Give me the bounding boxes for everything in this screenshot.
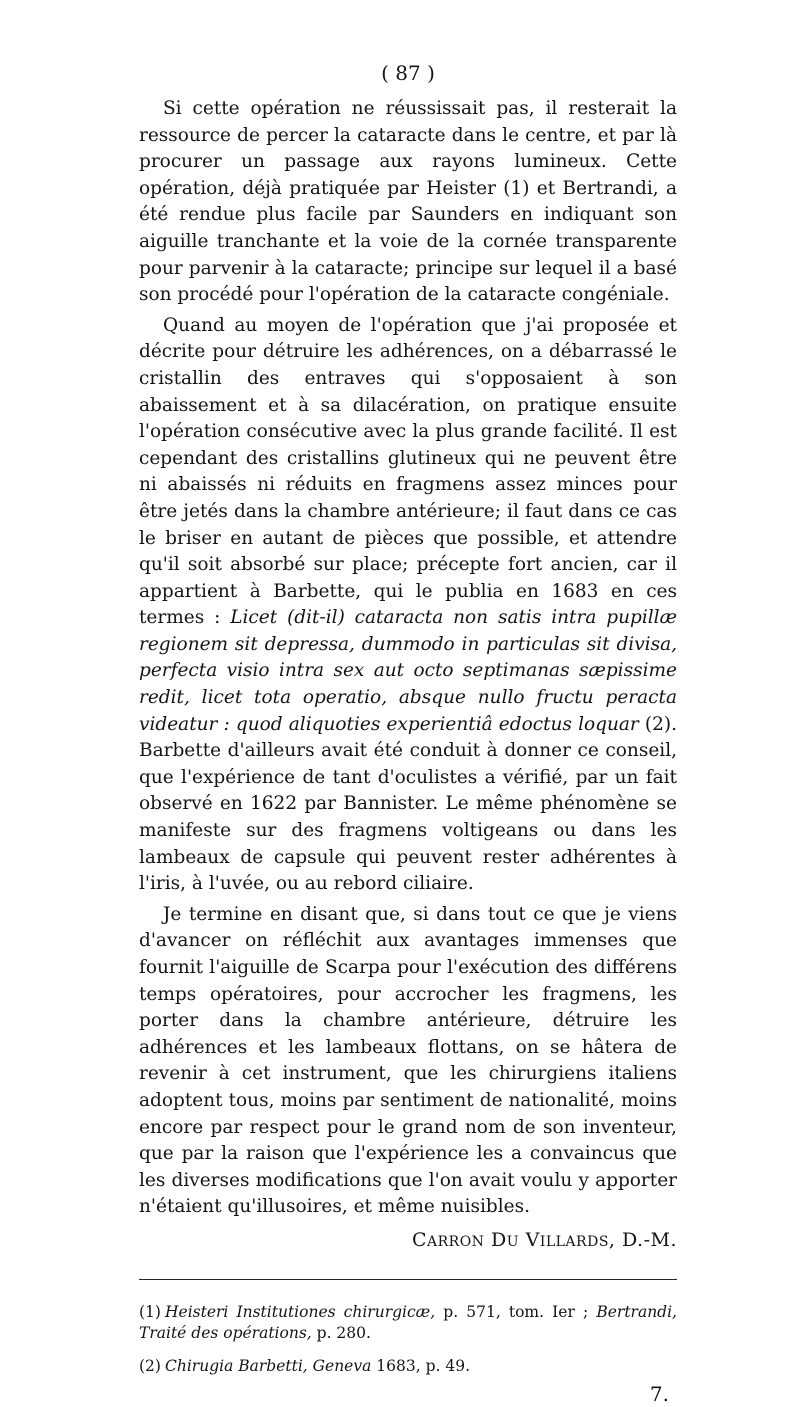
sig-small-3: ILLARDS bbox=[539, 1233, 609, 1250]
paragraph-3: Je termine en disant que, si dans tout ce que je viens d'avancer on réfléchit aux avantages immenses que fournit l'aiguille de Scarpa pour l'exécution des différens temps opératoires, pour accrocher les fragmens, les porter dans la chambre antérieure, détruire les adhérences et les lambeaux flottans, on se hâtera de revenir à cet instrument, que les chirurgiens italiens adoptent tous, moins par sentiment de nationalité, moins encore par respect pour le grand nom de son inventeur, que par la raison que l'expérience les a convaincus que les diverses modifications que l'on avait voulu y apporter n'étaient qu'illusoires, et même nuisibles. bbox=[139, 903, 677, 1218]
footnote-1 bbox=[139, 1302, 677, 1344]
sig-small-2: U bbox=[506, 1233, 520, 1250]
sig-small-1: ARRON bbox=[427, 1233, 485, 1250]
footnote-2-ref: 1683, p. 49. bbox=[371, 1356, 471, 1375]
paragraph-2 bbox=[139, 313, 677, 898]
footnote-1-number: (1) bbox=[139, 1302, 161, 1321]
footnote-1-ref-a: p. 571, tom. Ier ; bbox=[435, 1302, 597, 1321]
sig-suffix: , D.-M. bbox=[608, 1228, 677, 1251]
footnote-1-ref-b: p. 280. bbox=[311, 1323, 371, 1342]
footnote-1-title-a: Heisteri Institutiones chirurgicæ, bbox=[165, 1302, 436, 1321]
signature-mark: 7. bbox=[649, 1381, 669, 1406]
sig-cap-2: D bbox=[490, 1228, 507, 1251]
author-signature bbox=[139, 1225, 677, 1257]
footnote-2-title: Chirugia Barbetti, Geneva bbox=[165, 1356, 372, 1375]
latin-quotation: Licet (dit-il) cataracta non satis intra pupillæ regionem sit depressa, dummodo in particulas sit divisa, perfecta visio intra sex aut octo septimanas sæpissime redit, licet tota operatio, absque nullo fructu peracta videatur : quod aliquoties experientiâ edoctus loquar bbox=[139, 607, 677, 735]
footnote-divider bbox=[139, 1279, 677, 1280]
document-page bbox=[139, 58, 677, 1407]
page-number: ( 87 ) bbox=[381, 61, 435, 85]
footnote-1-title-b: Bertrandi, Traité des opérations, bbox=[139, 1302, 677, 1342]
paragraph-2-text-b: (2). Barbette d'ailleurs avait été conduit à donner ce conseil, que l'expérience de tant d'oculistes a vérifié, par un fait observé en 1622 par Bannister. Le même phénomène se manifeste sur des fragmens voltigeans ou dans les lambeaux de capsule qui peuvent rester adhérentes à l'iris, à l'uvée, ou au rebord ciliaire. bbox=[139, 713, 677, 895]
footnote-2 bbox=[139, 1356, 677, 1377]
sig-cap-1: C bbox=[411, 1228, 428, 1251]
sig-cap-3: V bbox=[525, 1228, 540, 1251]
footnote-2-number: (2) bbox=[139, 1356, 161, 1375]
paragraph-1: Si cette opération ne réussissait pas, il resterait la ressource de percer la cataracte dans le centre, et par là procurer un passage aux rayons lumineux. Cette opération, déjà pratiquée par Heister (1) et Bertrandi, a été rendue plus facile par Saunders en indiquant son aiguille tranchante et la voie de la cornée transparente pour parvenir à la cataracte; principe sur lequel il a basé son procédé pour l'opération de la cataracte congéniale. bbox=[139, 98, 677, 306]
paragraph-2-text-a: Quand au moyen de l'opération que j'ai proposée et décrite pour détruire les adhérences, on a débarrassé le cristallin des entraves qui s'opposaient à son abaissement et à sa dilacération, on pratique ensuite l'opération consécutive avec la plus grande facilité. Il est cependant des cristallins glutineux qui ne peuvent être ni abaissés ni réduits en fragmens assez minces pour être jetés dans la chambre antérieure; il faut dans ce cas le briser en autant de pièces que possible, et attendre qu'il soit absorbé sur place; précepte fort ancien, car il appartient à Barbette, qui le publia en 1683 en ces termes : bbox=[139, 314, 677, 629]
